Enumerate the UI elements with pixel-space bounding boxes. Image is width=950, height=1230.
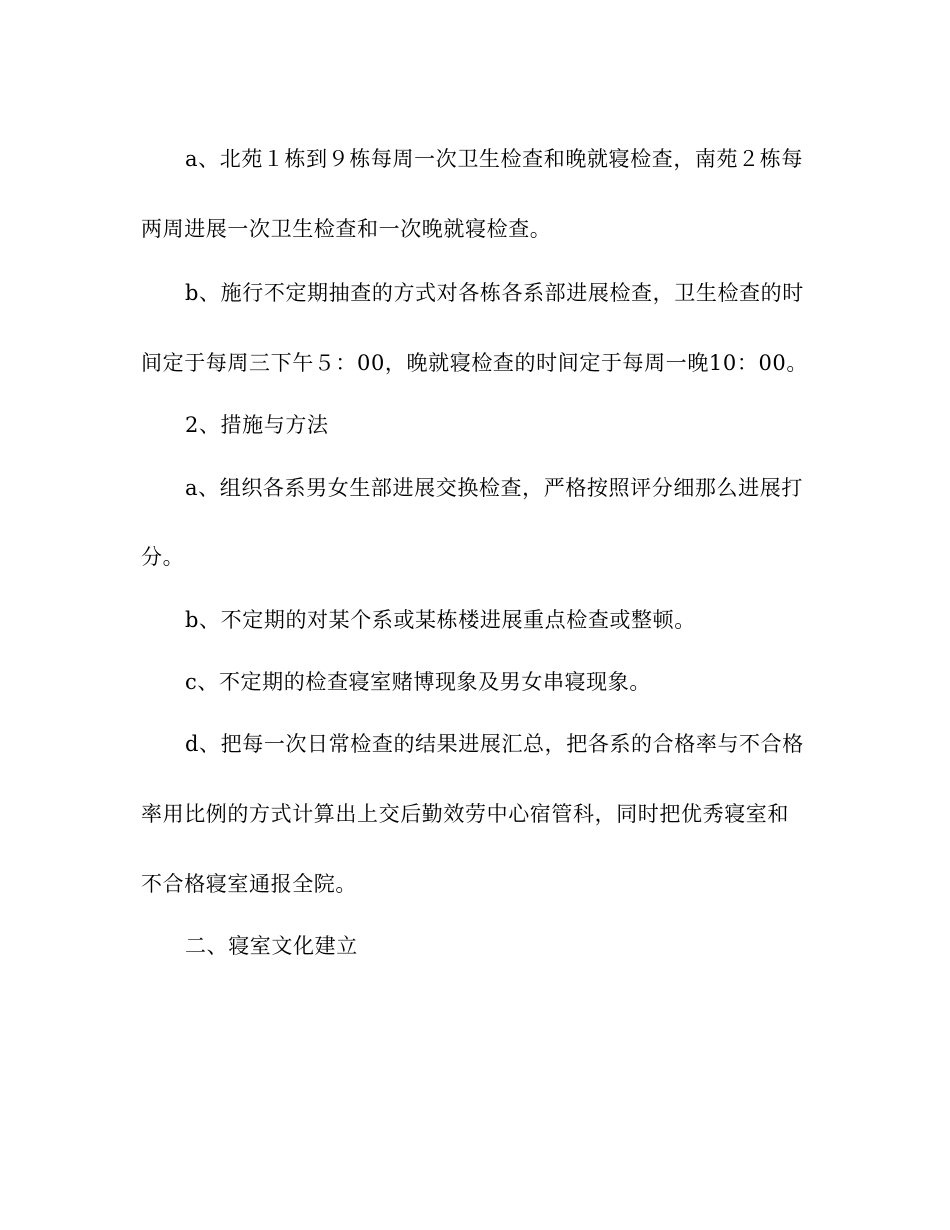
paragraph-a-exchange-line-2: 分。 [141,545,185,569]
section-heading-dorm-culture: 二、寝室文化建立 [185,934,358,958]
paragraph-d-summary-line-3: 不合格寝室通报全院。 [141,872,357,896]
paragraph-d-summary-line-1: d、把每一次日常检查的结果进展汇总，把各系的合格率与不合格 [185,732,804,756]
paragraph-a-inspection-line-2: 两周进展一次卫生检查和一次晚就寝检查。 [141,217,552,241]
paragraph-d-summary-line-2: 率用比例的方式计算出上交后勤效劳中心宿管科，同时把优秀寝室和 [141,802,789,826]
paragraph-b-spot-check-line-2: 间定于每周三下午５：00，晚就寝检查的时间定于每周一晚10：00。 [141,351,808,375]
paragraph-b-key-inspection: b、不定期的对某个系或某栋楼进展重点检查或整顿。 [185,608,696,632]
paragraph-a-exchange-line-1: a、组织各系男女生部进展交换检查，严格按照评分细那么进展打 [185,476,803,500]
paragraph-b-spot-check-line-1: b、施行不定期抽查的方式对各栋各系部进展检查，卫生检查的时 [185,281,804,305]
paragraph-a-inspection-line-1: a、北苑１栋到９栋每周一次卫生检查和晚就寝检查，南苑２栋每 [185,147,803,171]
section-heading-measures: 2、措施与方法 [185,413,329,437]
paragraph-c-gambling-check: c、不定期的检查寝室赌博现象及男女串寝现象。 [185,670,651,694]
